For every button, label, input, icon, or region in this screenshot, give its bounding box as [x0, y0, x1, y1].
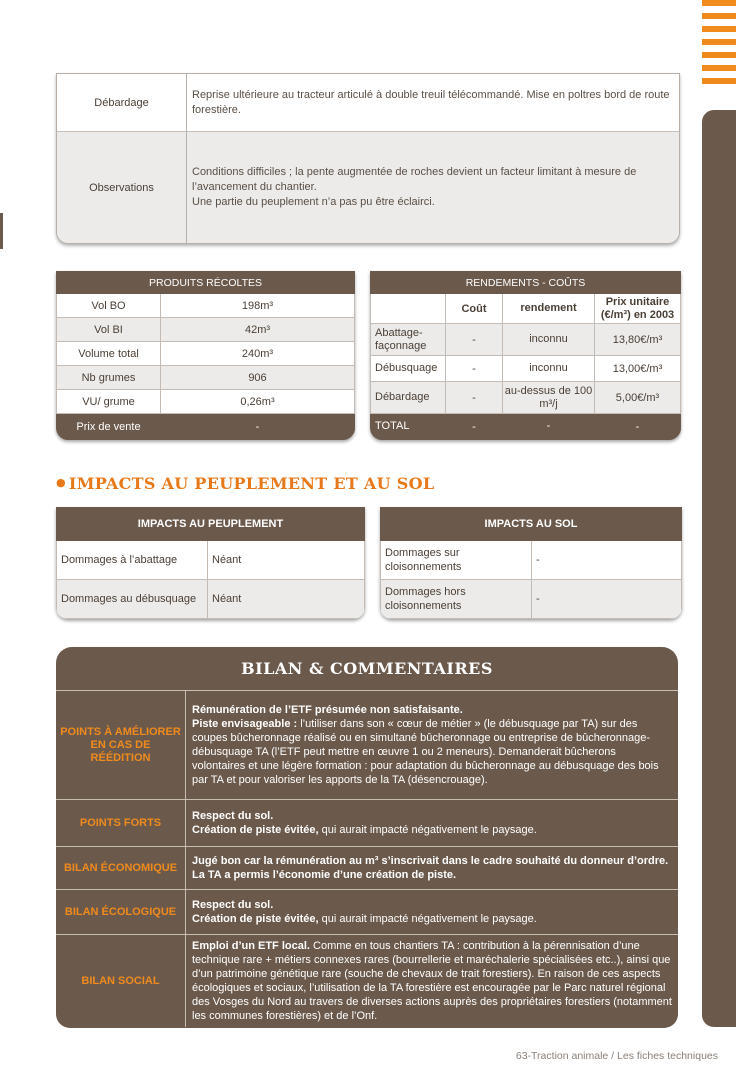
row-label: Abattage-façonnage — [371, 324, 446, 356]
bilan-row-ecologique — [56, 889, 678, 934]
column-header: Coût — [446, 294, 503, 324]
impacts-peuplement-table — [56, 507, 365, 619]
info-value — [187, 132, 679, 243]
bilan-bold: Création de piste évitée, — [192, 913, 319, 925]
bilan-label: BILAN ÉCONOMIQUE — [56, 847, 186, 889]
bilan-text — [186, 800, 678, 846]
row-value: Néant — [208, 580, 365, 619]
bilan-bold: Emploi d’un ETF local. — [192, 940, 310, 952]
info-label: Observations — [57, 132, 187, 243]
column-header: Prix unitaire (€/m³) en 2003 — [595, 294, 681, 324]
bilan-row-points-forts — [56, 799, 678, 846]
section-title-text: IMPACTS AU PEUPLEMENT ET AU SOL — [68, 474, 435, 493]
row-value: 240m³ — [161, 342, 355, 366]
bilan-plain: qui aurait impacté négativement le paysage. — [318, 913, 537, 925]
row-label: Vol BO — [57, 294, 161, 318]
rendements-table — [370, 271, 681, 440]
bilan-label: POINTS FORTS — [56, 800, 186, 846]
row-label: Dommages au débusquage — [57, 580, 208, 619]
bilan-bold: Rémunération de l’ETF présumée non satisfaisante. — [192, 704, 463, 716]
row-label: Vol BI — [57, 318, 161, 342]
table-row — [371, 414, 681, 440]
bilan-panel — [56, 647, 678, 1028]
prix-cell: 5,00€/m³ — [595, 382, 681, 414]
bilan-row-social — [56, 934, 678, 1027]
page-footer: 63-Traction animale / Les fiches techniques — [515, 1050, 718, 1062]
row-label: Prix de vente — [57, 414, 161, 440]
rendement-cell: inconnu — [503, 324, 595, 356]
bilan-text — [186, 847, 678, 889]
row-value: - — [161, 414, 355, 440]
rendement-cell: - — [503, 414, 595, 440]
table-row — [57, 580, 365, 619]
bilan-label: BILAN SOCIAL — [56, 935, 186, 1027]
bilan-plain: Comme en tous chantiers TA : contribution à la pérennisation d’une technique rare + métiers connexes rares (bourrellerie et maréchalerie spécialisées etc..), ainsi que d’un patrimoine génétique rare (souche de chevaux de trait forestiers). En raison de ces aspects écologiques et sociaux, l’utilisation de la TA forestière est encouragée par le Parc naturel régional des Vosges du Nord au travers de diverses actions auprès des propriétaires forestiers (notamment les communes forestières) et de l’Onf. — [192, 940, 672, 1022]
row-value: 906 — [161, 366, 355, 390]
info-line: Reprise ultérieure au tracteur articulé à double treuil télécommandé. Mise en poltres bord de route forestière. — [192, 88, 670, 116]
rendement-cell: au-dessus de 100 m³/j — [503, 382, 595, 414]
impacts-peuplement-header: IMPACTS AU PEUPLEMENT — [57, 508, 365, 541]
row-value: 198m³ — [161, 294, 355, 318]
table-row — [371, 356, 681, 382]
edge-mark — [0, 213, 3, 249]
prix-cell: 13,80€/m³ — [595, 324, 681, 356]
section-title — [56, 474, 434, 493]
info-table — [56, 73, 680, 244]
prix-cell: - — [595, 414, 681, 440]
impacts-sol-table — [380, 507, 682, 619]
bilan-plain: l’utiliser dans son « cœur de métier » (le débusquage par TA) sur des coupes bûcheronnage réalisé ou en simultané bûcheronnage ou entreprise de bûcheronnage-débusquage TA (l’ETF peut mettre en œuvre 1 ou 2 meneurs). Demanderait bûcherons volontaires et une légère formation : pour adaptation du bûcheronnage au débusquage des bois par TA et pour valoriser les apports de la TA (désencrouage). — [192, 718, 659, 786]
table-row — [57, 318, 355, 342]
row-label: VU/ grume — [57, 390, 161, 414]
table-row — [57, 390, 355, 414]
row-label: Dommages sur cloisonnements — [381, 541, 532, 580]
table-row — [57, 366, 355, 390]
bilan-row-ameliorer — [56, 690, 678, 799]
table-row — [57, 342, 355, 366]
info-line: Conditions difficiles ; la pente augmentée de roches devient un facteur limitant à mesure de l’avancement du chantier. — [192, 166, 637, 193]
cout-cell: - — [446, 356, 503, 382]
table-row — [371, 382, 681, 414]
row-value: - — [532, 580, 682, 619]
column-header: rendement — [503, 294, 595, 324]
bilan-text — [186, 935, 678, 1027]
info-row-observations — [57, 132, 679, 243]
info-row-debardage — [57, 74, 679, 132]
row-label: Volume total — [57, 342, 161, 366]
info-line: Une partie du peuplement n’a pas pu être éclairci. — [192, 196, 435, 208]
produits-header: PRODUITS RÉCOLTES — [57, 272, 355, 294]
table-row — [57, 294, 355, 318]
table-row — [381, 541, 682, 580]
row-label: Débardage — [371, 382, 446, 414]
table-row — [371, 324, 681, 356]
row-value: - — [532, 541, 682, 580]
column-header — [371, 294, 446, 324]
row-value: 42m³ — [161, 318, 355, 342]
bilan-label: BILAN ÉCOLOGIQUE — [56, 890, 186, 934]
row-label: Débusquage — [371, 356, 446, 382]
bilan-text — [186, 890, 678, 934]
impacts-sol-header: IMPACTS AU SOL — [381, 508, 682, 541]
bullet-icon: ● — [56, 476, 66, 489]
bilan-text — [186, 691, 678, 799]
row-label: TOTAL — [371, 414, 446, 440]
bilan-bold: Création de piste évitée, — [192, 824, 319, 836]
row-label: Dommages à l’abattage — [57, 541, 208, 580]
prix-cell: 13,00€/m³ — [595, 356, 681, 382]
row-label: Nb grumes — [57, 366, 161, 390]
table-row — [381, 580, 682, 619]
rendements-header: RENDEMENTS - COÛTS — [371, 272, 681, 294]
column-headers — [371, 294, 681, 324]
rendement-cell: inconnu — [503, 356, 595, 382]
cout-cell: - — [446, 324, 503, 356]
row-value: Néant — [208, 541, 365, 580]
row-value: 0,26m³ — [161, 390, 355, 414]
produits-table — [56, 271, 355, 440]
table-row — [57, 541, 365, 580]
cout-cell: - — [446, 382, 503, 414]
bilan-row-economique — [56, 846, 678, 889]
decorative-stripes — [702, 0, 736, 91]
bilan-bold: Respect du sol. — [192, 810, 274, 822]
side-band — [702, 110, 736, 1027]
table-row — [57, 414, 355, 440]
info-label: Débardage — [57, 74, 187, 131]
row-label: Dommages hors cloisonnements — [381, 580, 532, 619]
bilan-plain: qui aurait impacté négativement le paysage. — [318, 824, 537, 836]
bilan-title: BILAN & COMMENTAIRES — [241, 659, 493, 678]
bilan-bold: Respect du sol. — [192, 899, 274, 911]
cout-cell: - — [446, 414, 503, 440]
info-value — [187, 74, 679, 131]
bilan-bold: Piste envisageable : — [192, 718, 298, 730]
bilan-label: POINTS À AMÉLIORER EN CAS DE RÉÉDITION — [56, 691, 186, 799]
bilan-bold: Jugé bon car la rémunération au m³ s’inscrivait dans le cadre souhaité du donneur d’ordre. La TA a permis l’économie d’une création de piste. — [192, 855, 669, 881]
